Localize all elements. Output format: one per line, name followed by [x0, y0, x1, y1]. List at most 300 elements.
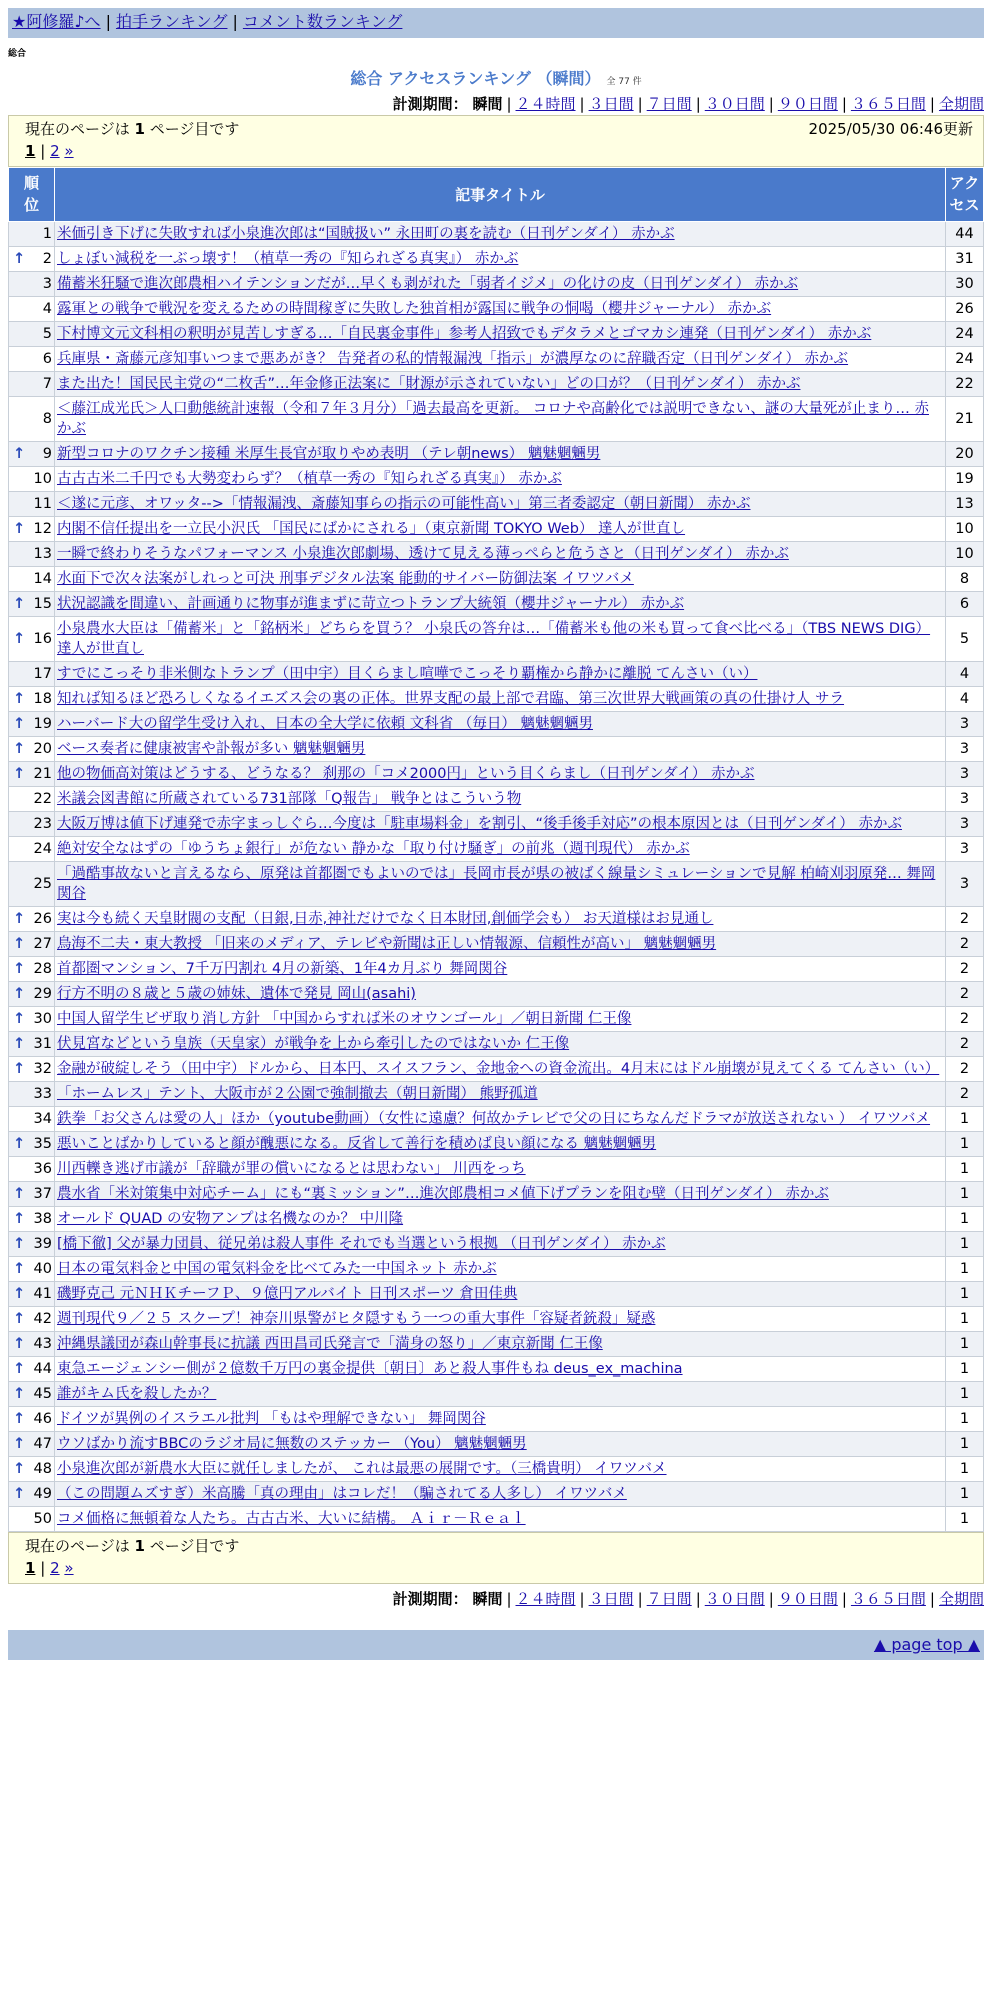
- access-count: 1: [946, 1332, 984, 1357]
- access-count: 2: [946, 982, 984, 1007]
- rank-cell: [9, 517, 55, 542]
- rank-number: 26: [33, 911, 52, 927]
- page-indicator: 現在のページは 1 ページ目です: [25, 120, 240, 138]
- table-row: [9, 492, 984, 517]
- rank-cell: [9, 932, 55, 957]
- rank-up-arrow-icon: ↑: [13, 1036, 26, 1052]
- rank-number: 46: [33, 1411, 52, 1427]
- title-cell: [55, 592, 946, 617]
- access-count: 2: [946, 1057, 984, 1082]
- rank-cell: [9, 762, 55, 787]
- rank-cell: [9, 737, 55, 762]
- rank-cell: [9, 1207, 55, 1232]
- article-title-link[interactable]: 他の物価高対策はどうする、どうなる？ 刹那の「コメ2000円」という目くらまし（日刊ゲンダイ） 赤かぶ: [57, 766, 755, 782]
- rank-up-arrow-icon: ↑: [13, 961, 26, 977]
- article-title-link[interactable]: [橋下徹] 父が暴力団員、従兄弟は殺人事件 それでも当選という根拠 （日刊ゲンダイ） 赤かぶ: [57, 1236, 666, 1252]
- period-90d[interactable]: ９０日間: [777, 95, 838, 113]
- article-title-link[interactable]: 川西轢き逃げ市議が「辞職が罪の償いになるとは思わない」 川西をっち: [57, 1161, 526, 1177]
- rank-cell: [9, 862, 55, 907]
- access-count: 2: [946, 907, 984, 932]
- article-title-link[interactable]: ドイツが異例のイスラエル批判 「もはや理解できない」 舞岡関谷: [57, 1411, 486, 1427]
- home-link[interactable]: ★阿修羅♪へ: [12, 12, 101, 31]
- access-count: 24: [946, 322, 984, 347]
- title-cell: [55, 1207, 946, 1232]
- access-count: 24: [946, 347, 984, 372]
- table-row: [9, 712, 984, 737]
- period-365d-bottom[interactable]: ３６５日間: [850, 1590, 926, 1608]
- rank-number: 30: [33, 1011, 52, 1027]
- article-title-link[interactable]: 「過酷事故ないと言えるなら、原発は首都圏でもよいのでは」長岡市長が県の被ばく線量シミュレーションで見解 柏崎刈羽原発… 舞岡関谷: [57, 866, 936, 902]
- rank-number: 39: [33, 1236, 52, 1252]
- category-label: 総合: [8, 49, 27, 59]
- rank-cell: [9, 372, 55, 397]
- rank-number: 11: [33, 496, 52, 512]
- table-row: [9, 1457, 984, 1482]
- article-title-link[interactable]: ハーバード大の留学生受け入れ、日本の全大学に依頼 文科省 （毎日） 魑魅魍魎男: [57, 716, 593, 732]
- table-row: [9, 542, 984, 567]
- article-title-link[interactable]: 鳥海不二夫・東大教授 「旧来のメディア、テレビや新聞は正しい情報源、信頼性が高い」 魑魅魍魎男: [57, 936, 717, 952]
- title-cell: [55, 1257, 946, 1282]
- article-title-link[interactable]: 東急エージェンシー側が２億数千万円の裏金提供〔朝日〕あと殺人事件もね deus_ex_machina: [57, 1361, 683, 1377]
- access-count: 1: [946, 1182, 984, 1207]
- rank-up-arrow-icon: ↑: [13, 1286, 26, 1302]
- title-cell: [55, 1432, 946, 1457]
- rank-cell: [9, 1032, 55, 1057]
- access-count: 3: [946, 862, 984, 907]
- article-title-link[interactable]: 備蓄米狂騒で進次郎農相ハイテンションだが…早くも剥がれた「弱者イジメ」の化けの皮（日刊ゲンダイ） 赤かぶ: [57, 276, 799, 292]
- title-cell: [55, 1482, 946, 1507]
- table-row: [9, 1407, 984, 1432]
- page-indicator-bottom: 現在のページは 1 ページ目です: [25, 1537, 240, 1555]
- title-cell: [55, 1082, 946, 1107]
- title-cell: [55, 662, 946, 687]
- table-row: [9, 1307, 984, 1332]
- article-title-link[interactable]: 日本の電気料金と中国の電気料金を比べてみた一中国ネット 赤かぶ: [57, 1261, 497, 1277]
- rank-cell: [9, 1057, 55, 1082]
- rank-number: 37: [33, 1186, 52, 1202]
- period-selector-bottom: 計測期間： 瞬間 | ２４時間 | ３日間 | ７日間 | ３０日間 | ９０日間 | ３６５日間 | 全期間: [392, 1590, 984, 1608]
- access-count: 3: [946, 712, 984, 737]
- rank-number: 10: [33, 471, 52, 487]
- table-row: [9, 812, 984, 837]
- period-365d[interactable]: ３６５日間: [850, 95, 926, 113]
- title-cell: [55, 222, 946, 247]
- table-row: [9, 862, 984, 907]
- title-cell: [55, 322, 946, 347]
- article-title-link[interactable]: 「ホームレス」テント、大阪市が２公園で強制撤去（朝日新聞） 熊野孤道: [57, 1086, 538, 1102]
- pager-current-page-bottom: 1: [25, 1559, 36, 1577]
- table-row: [9, 957, 984, 982]
- title-cell: [55, 1382, 946, 1407]
- pager-page-2[interactable]: 2: [50, 142, 60, 160]
- rank-cell: [9, 837, 55, 862]
- rank-number: 9: [42, 446, 52, 462]
- article-title-link[interactable]: 伏見宮などという皇族（天皇家）が戦争を上から牽引したのではないか 仁王像: [57, 1036, 570, 1052]
- rank-number: 36: [33, 1161, 52, 1177]
- rank-cell: [9, 1507, 55, 1532]
- table-row: [9, 1032, 984, 1057]
- article-title-link[interactable]: 知れば知るほど恐ろしくなるイエズス会の裏の正体。世界支配の最上部で君臨、第三次世界大戦画策の真の仕掛け人 サラ: [57, 691, 845, 707]
- table-row: [9, 982, 984, 1007]
- access-count: 6: [946, 592, 984, 617]
- rank-cell: [9, 687, 55, 712]
- rank-cell: [9, 1332, 55, 1357]
- article-title-link[interactable]: すでにこっそり非米側なトランプ（田中宇）目くらまし喧嘩でこっそり覇権から静かに離脱 てんさい（い）: [57, 666, 758, 682]
- rank-cell: [9, 662, 55, 687]
- title-cell: [55, 442, 946, 467]
- rank-number: 27: [33, 936, 52, 952]
- rank-number: 18: [33, 691, 52, 707]
- rank-up-arrow-icon: ↑: [13, 1061, 26, 1077]
- title-cell: [55, 1282, 946, 1307]
- table-row: [9, 1382, 984, 1407]
- access-count: 1: [946, 1382, 984, 1407]
- rank-cell: [9, 1007, 55, 1032]
- table-row: [9, 1257, 984, 1282]
- title-cell: [55, 1032, 946, 1057]
- title-cell: [55, 1132, 946, 1157]
- rank-number: 47: [33, 1436, 52, 1452]
- rank-up-arrow-icon: ↑: [13, 936, 26, 952]
- period-instant-bottom: 瞬間: [472, 1590, 503, 1608]
- rank-number: 29: [33, 986, 52, 1002]
- rank-number: 25: [33, 876, 52, 892]
- rank-cell: [9, 1407, 55, 1432]
- title-cell: [55, 1107, 946, 1132]
- period-90d-bottom[interactable]: ９０日間: [777, 1590, 838, 1608]
- title-cell: [55, 247, 946, 272]
- rank-cell: [9, 1082, 55, 1107]
- column-header-access: アクセス: [946, 168, 984, 222]
- article-title-link[interactable]: 磯野克己 元ＮＨＫチーフＰ、９億円アルバイト 日刊スポーツ 倉田佳典: [57, 1286, 518, 1302]
- page-top-link[interactable]: ▲ page top ▲: [873, 1635, 980, 1654]
- article-title-link[interactable]: 下村博文元文科相の釈明が見苦しすぎる…「自民裏金事件」参考人招致でもデタラメとゴマカシ連発（日刊ゲンダイ） 赤かぶ: [57, 326, 872, 342]
- rank-up-arrow-icon: ↑: [13, 1436, 26, 1452]
- article-title-link[interactable]: ＜遂に元彦、オワッタ-->「情報漏洩、斎藤知事らの指示の可能性高い」第三者委認定（朝日新聞） 赤かぶ: [57, 496, 751, 512]
- title-cell: [55, 617, 946, 662]
- rank-up-arrow-icon: ↑: [13, 631, 26, 647]
- rank-up-arrow-icon: ↑: [13, 596, 26, 612]
- rank-number: 38: [33, 1211, 52, 1227]
- article-title-link[interactable]: （この問題ムズすぎ）米高騰「真の理由」はコレだ！（騙されてる人多し） イワツバメ: [57, 1486, 627, 1502]
- article-title-link[interactable]: 絶対安全なはずの「ゆうちょ銀行」が危ない 静かな「取り付け騒ぎ」の前兆（週刊現代） 赤かぶ: [57, 841, 690, 857]
- rank-up-arrow-icon: ↑: [13, 1011, 26, 1027]
- period-3d[interactable]: ３日間: [588, 95, 634, 113]
- access-count: 1: [946, 1307, 984, 1332]
- article-title-link[interactable]: 行方不明の８歳と５歳の姉妹、遺体で発見 岡山(asahi): [57, 986, 416, 1002]
- rank-cell: [9, 1232, 55, 1257]
- article-title-link[interactable]: ベース奏者に健康被害や訃報が多い 魑魅魍魎男: [57, 741, 366, 757]
- title-cell: [55, 272, 946, 297]
- table-row: [9, 1207, 984, 1232]
- title-cell: [55, 567, 946, 592]
- title-cell: [55, 492, 946, 517]
- article-title-link[interactable]: 鉄拳「お父さんは愛の人」ほか（youtube動画）（女性に遠慮？何故かテレビで父の日にちなんだドラマが放送されない ） イワツバメ: [57, 1111, 931, 1127]
- comment-ranking-link[interactable]: コメント数ランキング: [242, 12, 403, 31]
- rank-cell: [9, 957, 55, 982]
- rank-number: 41: [33, 1286, 52, 1302]
- article-title-link[interactable]: 新型コロナのワクチン接種 米厚生長官が取りやめ表明 （テレ朝news） 魑魅魍魎男: [57, 446, 601, 462]
- table-row: [9, 1182, 984, 1207]
- title-cell: [55, 467, 946, 492]
- article-title-link[interactable]: ＜藤江成光氏＞人口動態統計速報（令和７年３月分）「過去最高を更新。 コロナや高齢化では説明できない、謎の大量死が止まり… 赤かぶ: [57, 401, 929, 437]
- article-title-link[interactable]: 水面下で次々法案がしれっと可決 刑事デジタル法案 能動的サイバー防御法案 イワツバメ: [57, 571, 634, 587]
- period-7d-bottom[interactable]: ７日間: [646, 1590, 692, 1608]
- article-title-link[interactable]: 週刊現代９／２５ スクープ！神奈川県警がヒタ隠すもう一つの重大事件「容疑者銃殺」疑惑: [57, 1311, 656, 1327]
- title-cell: [55, 1307, 946, 1332]
- rank-number: 2: [42, 251, 52, 267]
- rank-cell: [9, 1182, 55, 1207]
- title-cell: [55, 982, 946, 1007]
- access-count: 26: [946, 297, 984, 322]
- access-count: 5: [946, 617, 984, 662]
- rank-cell: [9, 247, 55, 272]
- access-count: 10: [946, 517, 984, 542]
- rank-number: 42: [33, 1311, 52, 1327]
- access-count: 1: [946, 1157, 984, 1182]
- rank-cell: [9, 712, 55, 737]
- table-row: [9, 567, 984, 592]
- table-row: [9, 442, 984, 467]
- page-info-bottom: [8, 1532, 984, 1584]
- rank-cell: [9, 347, 55, 372]
- rank-number: 22: [33, 791, 52, 807]
- rank-up-arrow-icon: ↑: [13, 446, 26, 462]
- title-cell: [55, 907, 946, 932]
- access-count: 1: [946, 1357, 984, 1382]
- rank-number: 7: [42, 376, 52, 392]
- title-cell: [55, 932, 946, 957]
- title-cell: [55, 1182, 946, 1207]
- rank-cell: [9, 297, 55, 322]
- access-count: 2: [946, 932, 984, 957]
- rank-number: 32: [33, 1061, 52, 1077]
- title-cell: [55, 712, 946, 737]
- article-title-link[interactable]: コメ価格に無頓着な人たち。古古古米、大いに結構。 Ａｉｒ－Ｒｅａｌ: [57, 1511, 526, 1527]
- period-instant: 瞬間: [472, 95, 503, 113]
- rank-number: 28: [33, 961, 52, 977]
- access-count: 10: [946, 542, 984, 567]
- rank-cell: [9, 272, 55, 297]
- access-count: 2: [946, 957, 984, 982]
- rank-number: 15: [33, 596, 52, 612]
- period-24h-bottom[interactable]: ２４時間: [515, 1590, 576, 1608]
- rank-cell: [9, 442, 55, 467]
- access-count: 1: [946, 1232, 984, 1257]
- title-cell: [55, 542, 946, 567]
- rank-cell: [9, 1482, 55, 1507]
- rank-cell: [9, 907, 55, 932]
- rank-up-arrow-icon: ↑: [13, 986, 26, 1002]
- page-title: 総合 アクセスランキング （瞬間） 全 77 件: [350, 69, 642, 88]
- article-title-link[interactable]: オールド QUAD の安物アンプは名機なのか？ 中川隆: [57, 1211, 404, 1227]
- title-cell: [55, 737, 946, 762]
- title-cell: [55, 687, 946, 712]
- rank-up-arrow-icon: ↑: [13, 1336, 26, 1352]
- article-title-link[interactable]: 実は今も続く天皇財閥の支配（日銀,日赤,神社だけでなく日本財団,創価学会も） お天道様はお見通し: [57, 911, 714, 927]
- rank-cell: [9, 1382, 55, 1407]
- table-row: [9, 1282, 984, 1307]
- period-3d-bottom[interactable]: ３日間: [588, 1590, 634, 1608]
- rank-up-arrow-icon: ↑: [13, 1136, 26, 1152]
- pager-page-2-bottom[interactable]: 2: [50, 1559, 60, 1577]
- table-row: [9, 1107, 984, 1132]
- title-cell: [55, 787, 946, 812]
- table-row: [9, 907, 984, 932]
- access-count: 2: [946, 1032, 984, 1057]
- title-cell: [55, 397, 946, 442]
- rank-cell: [9, 1157, 55, 1182]
- rank-up-arrow-icon: ↑: [13, 1211, 26, 1227]
- title-cell: [55, 837, 946, 862]
- table-row: [9, 592, 984, 617]
- access-count: 3: [946, 737, 984, 762]
- clap-ranking-link[interactable]: 拍手ランキング: [115, 12, 228, 31]
- rank-number: 34: [33, 1111, 52, 1127]
- period-30d[interactable]: ３０日間: [704, 95, 765, 113]
- access-count: 1: [946, 1507, 984, 1532]
- article-title-link[interactable]: また出た！国民民主党の“二枚舌”…年金修正法案に「財源が示されていない」どの口が？（日刊ゲンダイ） 赤かぶ: [57, 376, 801, 392]
- article-title-link[interactable]: 古古古米二千円でも大勢変わらず？（植草一秀の『知られざる真実』） 赤かぶ: [57, 471, 562, 487]
- pager-next-bottom[interactable]: »: [64, 1559, 74, 1577]
- rank-up-arrow-icon: ↑: [13, 1311, 26, 1327]
- rank-cell: [9, 617, 55, 662]
- rank-cell: [9, 812, 55, 837]
- rank-number: 16: [33, 631, 52, 647]
- access-count: 30: [946, 272, 984, 297]
- rank-cell: [9, 1457, 55, 1482]
- table-row: [9, 1157, 984, 1182]
- table-row: [9, 1082, 984, 1107]
- article-title-link[interactable]: 状況認識を間違い、計画通りに物事が進まずに苛立つトランプ大統領（櫻井ジャーナル） 赤かぶ: [57, 596, 685, 612]
- rank-number: 49: [33, 1486, 52, 1502]
- pager-next[interactable]: »: [64, 142, 74, 160]
- period-7d[interactable]: ７日間: [646, 95, 692, 113]
- rank-cell: [9, 567, 55, 592]
- rank-up-arrow-icon: ↑: [13, 1361, 26, 1377]
- table-row: [9, 297, 984, 322]
- rank-number: 3: [42, 276, 52, 292]
- title-cell: [55, 1507, 946, 1532]
- article-title-link[interactable]: 小泉進次郎が新農水大臣に就任しましたが、 これは最悪の展開です。（三橋貴明） イワツバメ: [57, 1461, 667, 1477]
- rank-up-arrow-icon: ↑: [13, 1411, 26, 1427]
- article-title-link[interactable]: 大阪万博は値下げ連発で赤字まっしぐら…今度は「駐車場料金」を割引、“後手後手対応”の根本原因とは（日刊ゲンダイ） 赤かぶ: [57, 816, 902, 832]
- article-title-link[interactable]: しょぼい減税を一ぶっ壊す！（植草一秀の『知られざる真実』） 赤かぶ: [57, 251, 519, 267]
- period-24h[interactable]: ２４時間: [515, 95, 576, 113]
- rank-cell: [9, 1282, 55, 1307]
- table-row: [9, 687, 984, 712]
- table-row: [9, 222, 984, 247]
- article-title-link[interactable]: 露軍との戦争で戦況を変えるための時間稼ぎに失敗した独首相が露国に戦争の恫喝（櫻井ジャーナル） 赤かぶ: [57, 301, 772, 317]
- title-cell: [55, 517, 946, 542]
- table-row: [9, 517, 984, 542]
- access-count: 4: [946, 687, 984, 712]
- access-count: 13: [946, 492, 984, 517]
- access-count: 8: [946, 567, 984, 592]
- article-title-link[interactable]: 誰がキム氏を殺したか？: [57, 1386, 217, 1402]
- article-title-link[interactable]: 内閣不信任提出を一立民小沢氏 「国民にばかにされる」（東京新聞 TOKYO Web） 達人が世直し: [57, 521, 686, 537]
- title-cell: [55, 1457, 946, 1482]
- article-title-link[interactable]: 農水省「米対策集中対応チーム」にも“裏ミッション”…進次郎農相コメ値下げプランを阻む壁（日刊ゲンダイ） 赤かぶ: [57, 1186, 829, 1202]
- rank-cell: [9, 1257, 55, 1282]
- table-row: [9, 1007, 984, 1032]
- article-title-link[interactable]: 沖縄県議団が森山幹事長に抗議 西田昌司氏発言で「満身の怒り」／東京新聞 仁王像: [57, 1336, 603, 1352]
- access-count: 1: [946, 1207, 984, 1232]
- rank-cell: [9, 492, 55, 517]
- rank-up-arrow-icon: ↑: [13, 741, 26, 757]
- rank-cell: [9, 1307, 55, 1332]
- rank-number: 24: [33, 841, 52, 857]
- period-all[interactable]: 全期間: [938, 95, 984, 113]
- rank-cell: [9, 467, 55, 492]
- article-title-link[interactable]: 一瞬で終わりそうなパフォーマンス 小泉進次郎劇場、透けて見える薄っぺらと危うさと（日刊ゲンダイ） 赤かぶ: [57, 546, 789, 562]
- table-row: [9, 397, 984, 442]
- rank-cell: [9, 1432, 55, 1457]
- title-cell: [55, 762, 946, 787]
- table-row: [9, 837, 984, 862]
- total-count: 全 77 件: [606, 77, 642, 87]
- rank-number: 4: [42, 301, 52, 317]
- ranking-table: [8, 167, 984, 1532]
- updated-timestamp: 2025/05/30 06:46更新: [808, 120, 973, 138]
- pager-top: 1 | 2 »: [25, 142, 74, 160]
- table-row: [9, 1332, 984, 1357]
- period-30d-bottom[interactable]: ３０日間: [704, 1590, 765, 1608]
- rank-number: 17: [33, 666, 52, 682]
- column-header-title: 記事タイトル: [55, 168, 946, 222]
- title-cell: [55, 812, 946, 837]
- title-cell: [55, 862, 946, 907]
- rank-up-arrow-icon: ↑: [13, 521, 26, 537]
- rank-up-arrow-icon: ↑: [13, 1486, 26, 1502]
- article-title-link[interactable]: 悪いことばかりしていると顔が醜悪になる。反省して善行を積めば良い顔になる 魑魅魍魎男: [57, 1136, 657, 1152]
- rank-number: 45: [33, 1386, 52, 1402]
- rank-number: 40: [33, 1261, 52, 1277]
- period-all-bottom[interactable]: 全期間: [938, 1590, 984, 1608]
- table-row: [9, 1507, 984, 1532]
- article-title-link[interactable]: 米議会図書館に所蔵されている731部隊「Q報告」 戦争とはこういう物: [57, 791, 522, 807]
- rank-up-arrow-icon: ↑: [13, 911, 26, 927]
- table-row: [9, 1232, 984, 1257]
- title-cell: [55, 372, 946, 397]
- table-row: [9, 762, 984, 787]
- table-row: [9, 932, 984, 957]
- title-cell: [55, 1007, 946, 1032]
- access-count: 3: [946, 812, 984, 837]
- rank-cell: [9, 787, 55, 812]
- access-count: 44: [946, 222, 984, 247]
- table-row: [9, 322, 984, 347]
- rank-cell: [9, 982, 55, 1007]
- title-cell: [55, 1057, 946, 1082]
- rank-number: 44: [33, 1361, 52, 1377]
- article-title-link[interactable]: 小泉農水大臣は「備蓄米」と「銘柄米」どちらを買う？ 小泉氏の答弁は…「備蓄米も他の米も買って食べ比べる」（TBS NEWS DIG） 達人が世直し: [57, 621, 931, 657]
- rank-number: 35: [33, 1136, 52, 1152]
- table-row: [9, 787, 984, 812]
- article-title-link[interactable]: 中国人留学生ビザ取り消し方針 「中国からすれば米のオウンゴール」／朝日新聞 仁王像: [57, 1011, 632, 1027]
- article-title-link[interactable]: ウソばかり流すBBCのラジオ局に無数のステッカー （You） 魑魅魍魎男: [57, 1436, 527, 1452]
- article-title-link[interactable]: 首都圏マンション、7千万円割れ 4月の新築、1年4カ月ぶり 舞岡関谷: [57, 961, 508, 977]
- title-cell: [55, 1332, 946, 1357]
- title-cell: [55, 1407, 946, 1432]
- article-title-link[interactable]: 金融が破綻しそう（田中宇）ドルから、日本円、スイスフラン、金地金への資金流出。4月末にはドル崩壊が見えてくる てんさい（い）: [57, 1061, 940, 1077]
- article-title-link[interactable]: 米価引き下げに失敗すれば小泉進次郎は“国賊扱い” 永田町の裏を読む（日刊ゲンダイ） 赤かぶ: [57, 226, 675, 242]
- bottom-bar: [8, 1630, 984, 1660]
- article-title-link[interactable]: 兵庫県・斎藤元彦知事いつまで悪あがき？ 告発者の私的情報漏洩「指示」が濃厚なのに辞職否定（日刊ゲンダイ） 赤かぶ: [57, 351, 849, 367]
- title-cell: [55, 1157, 946, 1182]
- rank-cell: [9, 397, 55, 442]
- rank-cell: [9, 542, 55, 567]
